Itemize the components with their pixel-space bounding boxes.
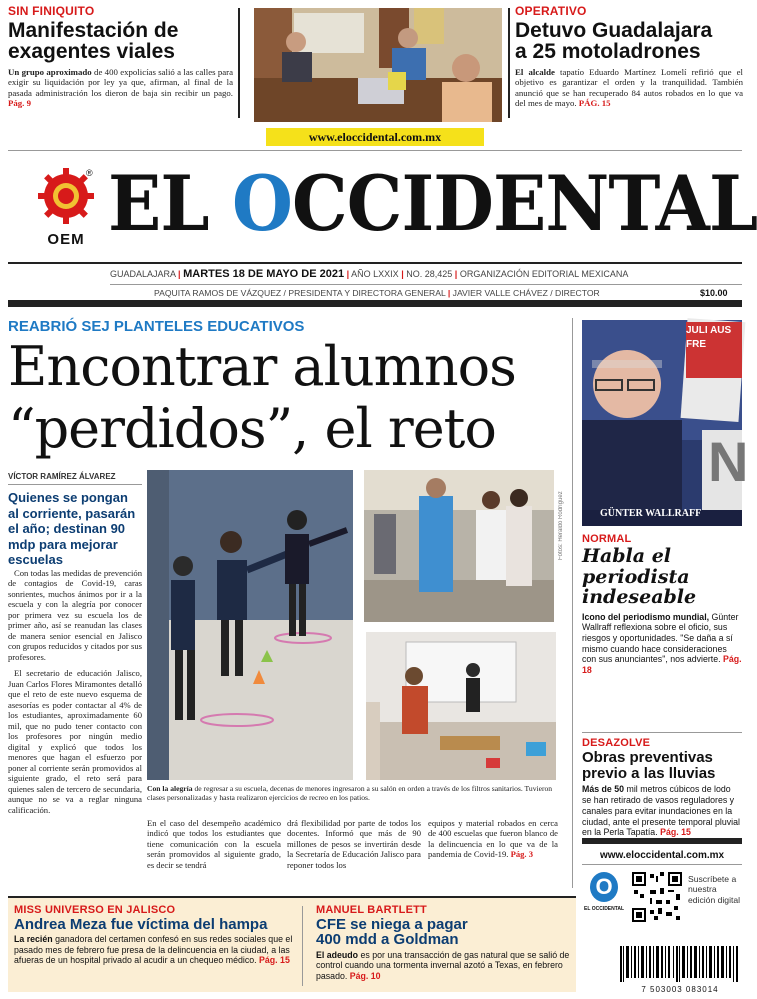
masthead-title	[108, 159, 757, 248]
teaser-body	[14, 934, 296, 966]
dateline-date: MARTES 18 DE MAYO DE 2021	[183, 268, 345, 280]
headline: Andrea Meza fue víctima del hampa	[14, 916, 268, 933]
lead: Un grupo aproximado	[8, 66, 92, 77]
divider	[238, 8, 240, 118]
barcode-number: 7 503003 083014	[641, 985, 719, 994]
page-ref[interactable]: Pág. 18	[582, 654, 742, 676]
body-text: tapatío Eduardo Martínez Lomelí refirió que el objetivo es garantizar el orden y la tranquilidad. También anunció que se han recuperado 84 autos robados en lo que va del mes de mayo.	[515, 66, 743, 109]
body-text: es por una transacción de gas natural que se salió de control cuando una tormenta invernal azotó a Texas, en febrero pasado.	[316, 949, 570, 981]
body-text: ganadora del certamen confesó en sus redes sociales que el pasado mes de febrero fue presa de la delincuencia en la ciudad, a las afueras de un hospital privado al acudir a un chequeo médico.	[14, 934, 293, 966]
headline-line: “perdidos”, el reto	[8, 397, 496, 460]
page-ref[interactable]: Pág. 15	[660, 827, 691, 838]
top-right-teaser[interactable]	[515, 4, 743, 120]
kicker: NORMAL	[582, 533, 632, 545]
main-photo-classroom-kids[interactable]	[147, 470, 353, 780]
main-deck: Quienes se pongan al corriente, pasarán el año; destinan 90 mdp para mejorar escuelas	[8, 490, 136, 568]
registered-mark: ®	[86, 168, 93, 178]
bottom-left-teaser[interactable]	[14, 904, 296, 966]
subscribe-text[interactable]: Suscríbete a nuestra edición digital	[688, 874, 741, 905]
kicker: SIN FINIQUITO	[8, 4, 95, 18]
masthead-part: CCIDENTAL	[292, 159, 757, 248]
teaser-body	[582, 784, 742, 838]
barcode	[618, 946, 742, 992]
sidebar-rule	[582, 732, 742, 733]
lead: El adeudo	[316, 949, 359, 960]
divider	[508, 8, 510, 118]
office-meeting-image	[254, 8, 502, 122]
page-ref[interactable]: Pág. 10	[349, 970, 381, 981]
page-ref[interactable]: Pág. 15	[259, 955, 290, 966]
headline-line: 400 mdd a Goldman	[316, 931, 459, 949]
headline-line: a 25 motoladrones	[515, 40, 701, 64]
body-bold: Icono del periodismo mundial,	[582, 611, 710, 622]
sidebar-photo-wallraff[interactable]	[582, 320, 749, 526]
dateline-year: AÑO LXXIX	[351, 269, 399, 279]
teaser-body	[8, 67, 233, 109]
director: JAVIER VALLE CHÁVEZ / DIRECTOR	[452, 288, 600, 298]
bottom-strip-rule	[8, 896, 576, 898]
main-photo-sanitary-filter[interactable]	[364, 470, 554, 622]
headline-line: exagentes viales	[8, 40, 175, 64]
normal-teaser[interactable]	[582, 533, 742, 676]
masthead-rule	[8, 150, 742, 151]
main-photo-classroom[interactable]	[366, 632, 556, 780]
headline-line: previo a las lluvias	[582, 765, 716, 783]
kicker: DESAZOLVE	[582, 737, 651, 749]
kicker: MANUEL BARTLETT	[316, 904, 427, 916]
lead: Más de 50	[582, 784, 625, 795]
photo-label: GÜNTER WALLRAFF	[600, 508, 702, 519]
page-ref[interactable]: Pág. 3	[510, 849, 534, 860]
header-thick-rule	[8, 300, 742, 307]
barcode-icon	[618, 946, 742, 982]
desazolve-teaser[interactable]	[582, 737, 742, 838]
main-body-col-1	[8, 568, 142, 868]
logo-letter: O	[590, 872, 618, 902]
lead: La recién	[14, 934, 53, 945]
teaser-body	[316, 950, 572, 982]
sidebar-thick-rule	[582, 838, 742, 844]
main-kicker: REABRIÓ SEJ PLANTELES EDUCATIVOS	[8, 318, 305, 335]
paragraph: Con todas las medidas de prevención de contagios de Covid-19, caras sonrientes, muchos ánimos por ir a la escuela y con la alegría por conocer por primera vez su escuela los de primer año, así se reanudan las clases de manera senior esencial en Jalisco con grupos reducidos y citados por sus profesores.	[8, 568, 142, 662]
dateline-org: ORGANIZACIÓN EDITORIAL MEXICANA	[459, 269, 629, 279]
page-ref[interactable]: PÁG. 15	[578, 98, 611, 109]
headline	[582, 546, 742, 608]
digital-logo[interactable]	[584, 872, 624, 920]
price: $10.00	[700, 288, 728, 298]
logo-caption: EL OCCIDENTAL	[584, 906, 625, 912]
paper-headline-text: JULI AUS FRE	[686, 325, 732, 350]
top-left-teaser[interactable]	[8, 4, 233, 120]
headline-line: CFE se niega a pagar	[316, 916, 468, 933]
dateline-city: GUADALAJARA	[110, 269, 176, 279]
caption-lead: Con la alegría	[147, 784, 193, 793]
dateline: GUADALAJARA | MARTES 18 DE MAYO DE 2021 | AÑO LXXIX | NO. 28,425 | ORGANIZACIÓN EDITORIAL MEXICANA	[110, 268, 629, 280]
lead: El alcalde	[515, 66, 555, 77]
kicker: OPERATIVO	[515, 4, 587, 18]
qr-code[interactable]	[632, 872, 682, 922]
main-headline[interactable]	[8, 336, 568, 460]
headline	[316, 917, 572, 948]
teaser-body	[582, 612, 742, 676]
byline-rule	[8, 484, 142, 485]
masthead-rule-bottom	[8, 262, 742, 264]
paragraph: El secretario de educación Jalisco, Juan Carlos Flores Miramontes detalló que el reto de este nuevo esquema de asesorías es poder contactar al 4% de los estudiantes, aproximadamente 60 mil, que no pudo tener contacto con los profesores por ningún medio digital y explicó que todos los menores que hagan el esfuerzo por poner al corriente serán promovidos al siguiente grado, el reto será para quienes salen de tercero de secundaria, aunque no se va a reglar ninguna calificación.	[8, 668, 142, 815]
headline	[8, 20, 233, 63]
oem-logo-text: OEM	[47, 231, 85, 248]
photo-credit: Fotos: Heraldo Rodríguez	[558, 491, 564, 560]
dateline-rule	[110, 284, 742, 285]
headline-line: Manifestación de	[8, 19, 179, 42]
book-letter: N	[708, 430, 749, 493]
column-divider	[572, 318, 573, 888]
byline: VÍCTOR RAMÍREZ ÁLVAREZ	[8, 472, 116, 481]
students-exercising-image	[147, 470, 353, 780]
headline-line: Detuvo Guadalajara	[515, 19, 713, 42]
headline-line: indeseable	[582, 586, 697, 609]
divider	[302, 906, 303, 986]
masthead-part: EL	[108, 159, 233, 248]
headline	[515, 20, 743, 63]
headline-line: Encontrar alumnos	[8, 335, 516, 398]
sanitary-filter-image	[364, 470, 554, 622]
body-text: Günter Wallraff reflexiona sobre el oficio, sus riesgos y oportunidades. "Se daña a sí mismo cuando hace consideraciones con sus anunciantes", nos advierte.	[582, 611, 739, 665]
main-photo-caption	[147, 784, 557, 802]
top-center-photo[interactable]	[254, 8, 502, 122]
body-text: mil metros cúbicos de lodo se han retirado de vasos reguladores y canales para evitar inundaciones en la ciudad, ante el presente temporal pluvial en la Perla Tapatía.	[582, 784, 740, 838]
page-ref[interactable]: Pág. 9	[8, 98, 31, 109]
sidebar-url-rule	[582, 864, 742, 865]
oem-logo[interactable]	[36, 168, 96, 248]
classroom-image	[366, 632, 556, 780]
headline-line: Habla el	[582, 545, 671, 567]
main-body-col-4	[428, 818, 558, 860]
masthead-o: O	[232, 159, 293, 248]
caption-text: de regresar a su escuela, decenas de menores ingresaron a su salón en orden a través de los filtros sanitarios. Tuvieron clases personalizadas y hasta realizaron ejercicios de recreo en los patios.	[147, 784, 553, 803]
staff-line: PAQUITA RAMOS DE VÁZQUEZ / PRESIDENTA Y DIRECTORA GENERAL | JAVIER VALLE CHÁVEZ / DIRECTOR	[154, 288, 600, 298]
main-body-col-3: drá flexibilidad por parte de todos los docentes. Informó que más de 90 millones de pesos se invertirán desde la Secretaría de Educación Jalisco para reponer todos los	[287, 818, 421, 870]
bottom-right-teaser[interactable]	[316, 904, 572, 981]
kicker: MISS UNIVERSO EN JALISCO	[14, 904, 176, 916]
body-text: equipos y material robados en cerca de 400 escuelas que fueron blanco de la delincuencia en lo que va de la pandemia de Covid-19.	[428, 818, 558, 860]
sidebar-url[interactable]: www.eloccidental.com.mx	[600, 850, 725, 861]
headline	[582, 750, 742, 782]
dateline-number: NO. 28,425	[406, 269, 453, 279]
president: PAQUITA RAMOS DE VÁZQUEZ / PRESIDENTA Y DIRECTORA GENERAL	[154, 288, 446, 298]
qr-code-icon	[632, 872, 682, 922]
headline-line: Obras preventivas	[582, 749, 713, 766]
body-text: de 400 expolicías salió a las calles para exigir su liquidación por ley ya que, afirman, al final de la pasada administración los dieron de baja sin recibir un pago.	[8, 66, 233, 98]
teaser-body	[515, 67, 743, 109]
main-body-col-2: En el caso del desempeño académico indicó que todos los estudiantes que tiene comunicación con la escuela serán promovidos al siguiente grado, es decir se tendrá	[147, 818, 281, 870]
top-url-banner[interactable]: www.eloccidental.com.mx	[266, 128, 484, 146]
headline-line: periodista	[582, 565, 690, 588]
